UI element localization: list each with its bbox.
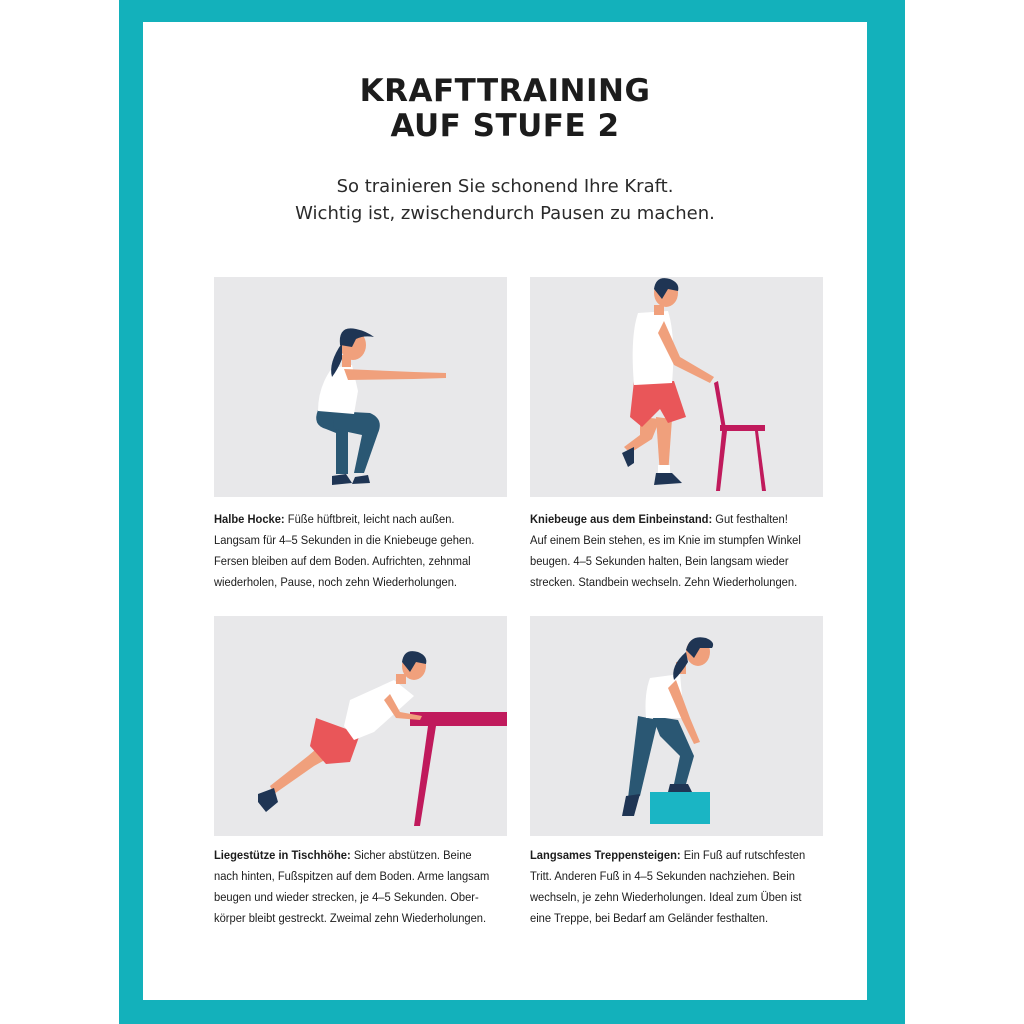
caption-single-leg-squat bbox=[530, 509, 823, 593]
exercise-name: Liegestütze in Tischhöhe: bbox=[214, 848, 351, 862]
caption-line: Langsam für 4–5 Sekunden in die Kniebeuge gehen. bbox=[214, 533, 475, 547]
caption-line: beugen und wieder strecken, je 4–5 Sekunden. Ober- bbox=[214, 890, 479, 904]
illustration-step-up bbox=[530, 616, 823, 836]
caption-line: wechseln, je zehn Wiederholungen. Ideal zum Üben ist bbox=[530, 890, 802, 904]
caption-line: Tritt. Anderen Fuß in 4–5 Sekunden nachziehen. Bein bbox=[530, 869, 795, 883]
title-line-2: AUF STUFE 2 bbox=[390, 108, 620, 144]
illustration-single-leg-squat bbox=[530, 277, 823, 497]
caption-line: strecken. Standbein wechseln. Zehn Wiederholungen. bbox=[530, 575, 798, 589]
caption-table-pushup bbox=[214, 845, 507, 929]
caption-line: eine Treppe, bei Bedarf am Geländer festhalten. bbox=[530, 911, 769, 925]
caption-line: Auf einem Bein stehen, es im Knie im stumpfen Winkel bbox=[530, 533, 801, 547]
title-line-1: KRAFTTRAINING bbox=[359, 73, 651, 109]
caption-step-up bbox=[530, 845, 823, 929]
exercise-name: Langsames Treppensteigen: bbox=[530, 848, 681, 862]
subtitle-line-1: So trainieren Sie schonend Ihre Kraft. bbox=[336, 176, 674, 197]
page-title bbox=[143, 74, 867, 144]
page-subtitle bbox=[143, 173, 867, 227]
caption-line: nach hinten, Fußspitzen auf dem Boden. Arme langsam bbox=[214, 869, 490, 883]
caption-line: Ein Fuß auf rutschfesten bbox=[680, 848, 806, 862]
page-card bbox=[143, 22, 867, 1000]
caption-line: Sicher abstützen. Beine bbox=[350, 848, 472, 862]
exercise-name: Kniebeuge aus dem Einbeinstand: bbox=[530, 512, 713, 526]
illustration-half-squat bbox=[214, 277, 507, 497]
caption-line: Füße hüftbreit, leicht nach außen. bbox=[284, 512, 455, 526]
exercise-name: Halbe Hocke: bbox=[214, 512, 285, 526]
caption-half-squat bbox=[214, 509, 507, 593]
subtitle-line-2: Wichtig ist, zwischendurch Pausen zu machen. bbox=[295, 203, 715, 224]
caption-line: Gut festhalten! bbox=[712, 512, 788, 526]
caption-line: körper bleibt gestreckt. Zweimal zehn Wiederholungen. bbox=[214, 911, 487, 925]
caption-line: wiederholen, Pause, noch zehn Wiederholungen. bbox=[214, 575, 458, 589]
caption-line: beugen. 4–5 Sekunden halten, Bein langsam wieder bbox=[530, 554, 789, 568]
illustration-table-pushup bbox=[214, 616, 507, 836]
caption-line: Fersen bleiben auf dem Boden. Aufrichten, zehnmal bbox=[214, 554, 471, 568]
